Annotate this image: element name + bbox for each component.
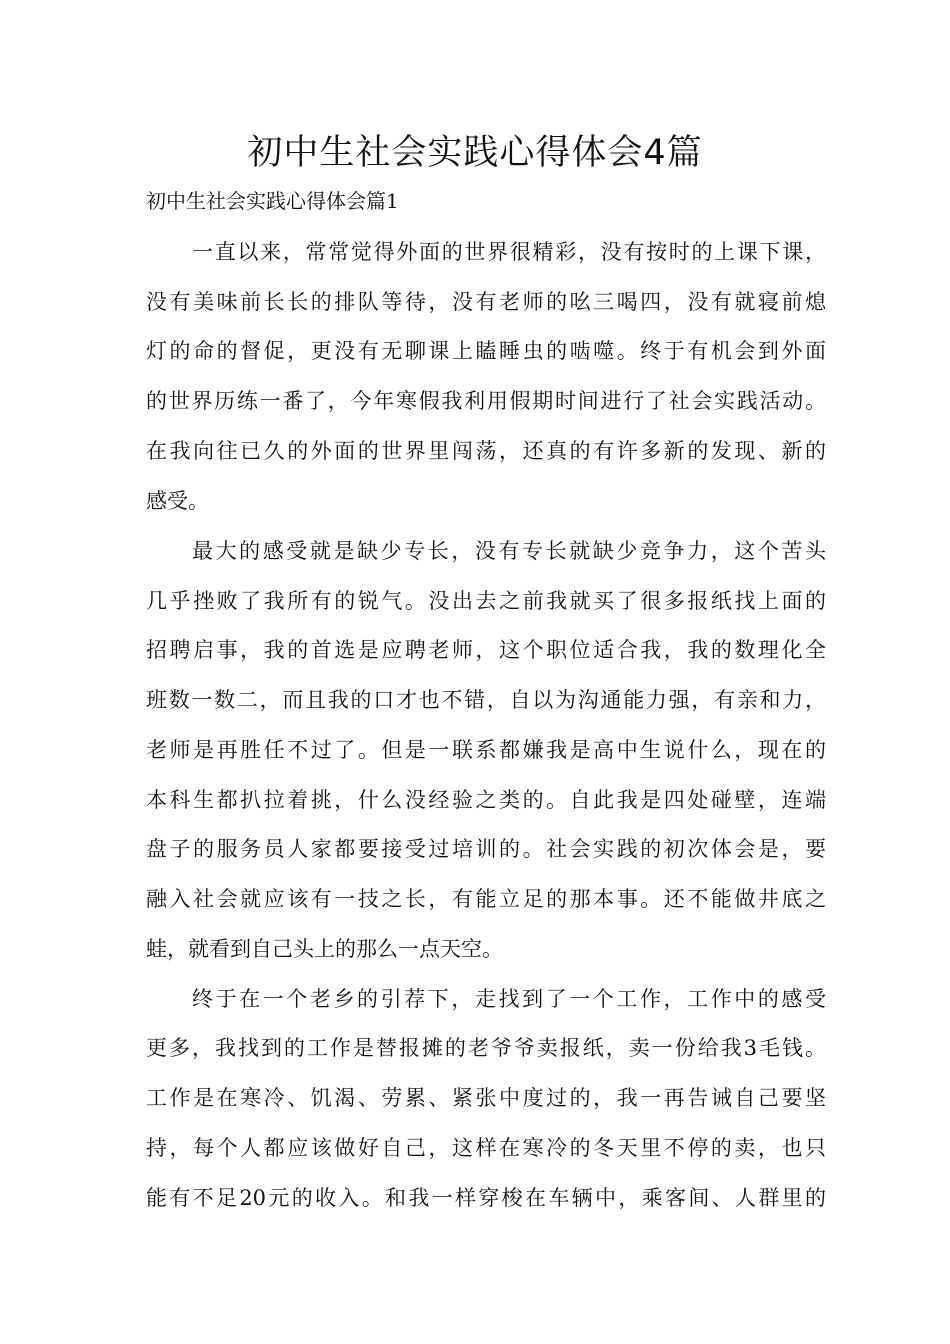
paragraph-line: 灯的命的督促，更没有无聊课上瞌睡虫的啮噬。终于有机会到外面 <box>146 339 826 363</box>
section-heading: 初中生社会实践心得体会篇1 <box>146 189 399 213</box>
paragraph-line: 盘子的服务员人家都要接受过培训的。社会实践的初次体会是，要 <box>146 837 826 861</box>
paragraph-line: 蛙，就看到自己头上的那么一点天空。 <box>146 937 503 961</box>
paragraph-line: 招聘启事，我的首选是应聘老师，这个职位适合我，我的数理化全 <box>146 638 826 662</box>
paragraph-line: 能有不足20元的收入。和我一样穿梭在车辆中，乘客间、人群里的 <box>146 1186 826 1210</box>
paragraph-line: 感受。 <box>146 489 209 513</box>
document-title: 初中生社会实践心得体会4篇 <box>247 133 703 173</box>
paragraph-line: 几乎挫败了我所有的锐气。没出去之前我就买了很多报纸找上面的 <box>146 589 826 613</box>
paragraph-line: 在我向往已久的外面的世界里闯荡，还真的有许多新的发现、新的 <box>146 439 826 463</box>
paragraph-line: 的世界历练一番了，今年寒假我利用假期时间进行了社会实践活动。 <box>146 389 826 413</box>
paragraph-line: 老师是再胜任不过了。但是一联系都嫌我是高中生说什么，现在的 <box>146 738 826 762</box>
paragraph-line: 融入社会就应该有一技之长，有能立足的那本事。还不能做井底之 <box>146 887 826 911</box>
paragraph-line: 本科生都扒拉着挑，什么没经验之类的。自此我是四处碰壁，连端 <box>146 788 826 812</box>
paragraph-line: 最大的感受就是缺少专长，没有专长就缺少竞争力，这个苦头 <box>192 539 826 563</box>
paragraph-line: 没有美味前长长的排队等待，没有老师的吆三喝四，没有就寝前熄 <box>146 290 826 314</box>
paragraph-line: 一直以来，常常觉得外面的世界很精彩，没有按时的上课下课， <box>192 240 826 264</box>
paragraph-line: 持，每个人都应该做好自己，这样在寒冷的冬天里不停的卖，也只 <box>146 1136 826 1160</box>
paragraph-line: 更多，我找到的工作是替报摊的老爷爷卖报纸，卖一份给我3毛钱。 <box>146 1036 826 1060</box>
paragraph-line: 工作是在寒冷、饥渴、劳累、紧张中度过的，我一再告诫自己要坚 <box>146 1086 826 1110</box>
paragraph-line: 终于在一个老乡的引荐下，走找到了一个工作，工作中的感受 <box>192 987 826 1011</box>
paragraph-line: 班数一数二，而且我的口才也不错，自以为沟通能力强，有亲和力， <box>146 688 826 712</box>
